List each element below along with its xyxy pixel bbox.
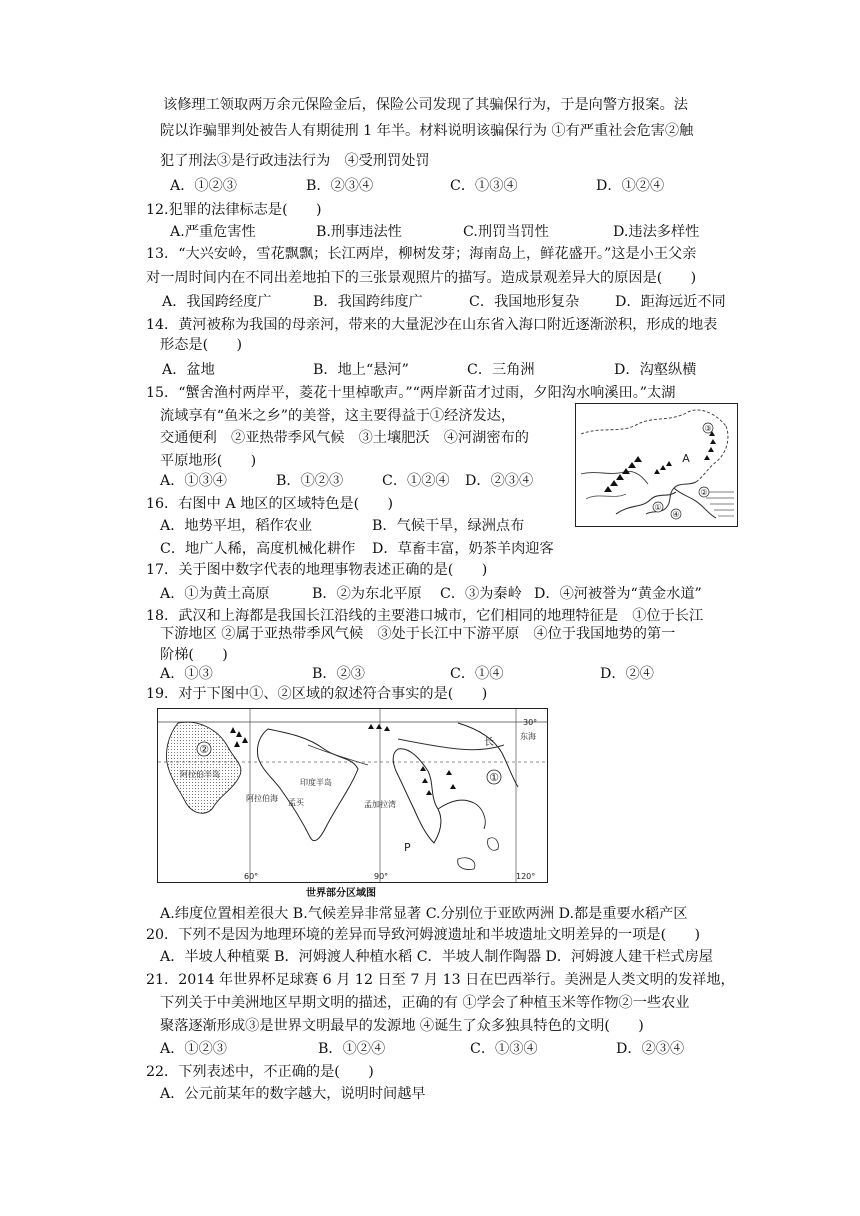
q14-line-2: 形态是( ) [160,337,243,353]
map2-meng: 孟买 [288,798,304,807]
q18-option-b[interactable]: B．②③ [312,666,365,682]
q18-line-2: 下游地区 ②属于亚热带季风气候 ③处于长江中下游平原 ④位于我国地势的第一 [160,626,676,642]
q11-line-3: 犯了刑法③是行政违法行为 ④受刑罚处罚 [160,153,430,169]
q21-option-d[interactable]: D．②③④ [616,1041,685,1057]
q12-option-b[interactable]: B.刑事违法性 [316,224,402,240]
q13-option-a[interactable]: A．我国跨经度广 [162,294,272,310]
q17-option-c[interactable]: C．③为秦岭 [440,586,522,602]
q21-line-1: 21．2014 年世界杯足球赛 6 月 12 日至 7 月 13 日在巴西举行。美洲是人类文明的发祥地， [146,972,735,988]
map1-label-4: ④ [672,510,680,519]
map2-donghai: 东海 [520,732,536,741]
q16-option-b[interactable]: B．气候干旱，绿洲点布 [372,518,525,534]
map2-lat30: 30° [523,718,538,727]
map1-label-a: A [682,452,690,465]
china-region-map-svg [576,404,737,526]
q15-line-2: 流域享有“鱼米之乡”的美誉，这主要得益于①经济发达， [160,408,516,424]
q11-line-2: 院以诈骗罪判处被告人有期徒刑 1 年半。材料说明该骗保行为 ①有严重社会危害②触 [160,123,694,139]
q11-line-1: 该修理工领取两万余元保险金后，保险公司发现了其骗保行为，于是向警方报案。法 [163,97,688,113]
q18-option-a[interactable]: A．①③ [160,666,213,682]
world-region-map [157,708,548,883]
q21-option-b[interactable]: B．①②④ [318,1041,386,1057]
map1-label-1: ① [654,503,662,512]
map2-label-1: ① [489,771,499,784]
q17-stem: 17．关于图中数字代表的地理事物表述正确的是( ) [146,562,488,578]
world-region-map-svg [158,709,547,882]
q15-option-c[interactable]: C．①②④ [382,473,450,489]
map2-arabian-sea: 阿拉伯海 [246,794,278,803]
q21-option-a[interactable]: A．①②③ [160,1041,227,1057]
map2-p: P [404,841,411,854]
q12-option-d[interactable]: D.违法多样性 [613,224,700,240]
q21-line-3: 聚落逐渐形成③是世界文明最早的发源地 ④诞生了众多独具特色的文明( ) [160,1018,644,1034]
q13-option-c[interactable]: C．我国地形复杂 [469,294,580,310]
q19-stem: 19．对于下图中①、②区域的叙述符合事实的是( ) [146,686,488,702]
q20-options[interactable]: A．半坡人种植粟 B．河姆渡人种植水稻 C．半坡人制作陶器 D．河姆渡人建干栏式房屋 [160,949,713,965]
map2-lon60: 60° [244,872,259,881]
map2-label-2: ② [199,743,209,756]
q15-line-3: 交通便利 ②亚热带季风气候 ③土壤肥沃 ④河湖密布的 [160,430,529,446]
q14-option-c[interactable]: C．三角洲 [467,362,535,378]
q18-option-c[interactable]: C．①④ [450,666,504,682]
q22-stem: 22．下列表述中，不正确的是( ) [146,1064,374,1080]
q13-option-b[interactable]: B．我国跨纬度广 [313,294,423,310]
map2-india: 印度半岛 [300,778,332,787]
q17-option-a[interactable]: A．①为黄土高原 [160,586,270,602]
q15-option-b[interactable]: B．①②③ [276,473,344,489]
map2-caption: 世界部分区域图 [306,888,376,899]
q15-option-a[interactable]: A．①③④ [160,473,227,489]
q15-option-d[interactable]: D．②③④ [465,473,534,489]
q16-option-a[interactable]: A．地势平坦，稻作农业 [160,518,313,534]
map2-lon120: 120° [516,872,536,881]
q12-option-c[interactable]: C.刑罚当罚性 [463,224,549,240]
q14-option-d[interactable]: D．沟壑纵横 [614,362,697,378]
q21-option-c[interactable]: C．①③④ [470,1041,538,1057]
map2-bengal: 孟加拉湾 [364,800,396,809]
q21-line-2: 下列关于中美洲地区早期文明的描述，正确的有 ①学会了种植玉米等作物②一些农业 [160,995,690,1011]
q18-option-d[interactable]: D．②④ [600,666,654,682]
q18-line-3: 阶梯( ) [160,647,228,663]
china-region-map [575,403,738,527]
q18-line-1: 18．武汉和上海都是我国长江沿线的主要港口城市，它们相同的地理特征是 ①位于长江 [146,608,704,624]
q14-line-1: 14．黄河被称为我国的母亲河，带来的大量泥沙在山东省入海口附近逐渐淤积，形成的地表 [146,317,718,333]
q15-line-4: 平原地形( ) [160,453,257,469]
q12-option-a[interactable]: A.严重危害性 [170,224,256,240]
q14-option-b[interactable]: B．地上“悬河” [313,362,409,378]
q11-option-c[interactable]: C．①③④ [450,178,518,194]
q19-options[interactable]: A.纬度位置相差很大 B.气候差异非常显著 C.分别位于亚欧两洲 D.都是重要水稻产区 [160,906,688,922]
q15-line-1: 15．“蟹舍渔村两岸平，菱花十里棹歌声。”“两岸新苗才过雨，夕阳沟水响溪田。”太湖 [146,385,676,401]
q13-option-d[interactable]: D．距海远近不同 [615,294,726,310]
q11-option-d[interactable]: D．①②④ [596,178,665,194]
q17-option-b[interactable]: B．②为东北平原 [312,586,422,602]
q13-line-2: 对一周时间内在不同出差地拍下的三张景观照片的描写。造成景观差异大的原因是( ) [146,270,697,286]
q12-stem: 12.犯罪的法律标志是( ) [146,202,322,218]
map1-label-3: ③ [704,424,712,433]
map2-arabia: 阿拉伯半岛 [180,770,220,779]
map2-changjiang: 长 [484,737,494,748]
q13-line-1: 13．“大兴安岭，雪花飘飘；长江两岸，柳树发芽；海南岛上，鲜花盛开。”这是小王父亲 [146,246,697,262]
q17-option-d[interactable]: D．④河被誉为“黄金水道” [534,586,702,602]
q11-option-b[interactable]: B．②③④ [306,178,374,194]
q11-option-a[interactable]: A．①②③ [170,178,237,194]
q16-option-c[interactable]: C．地广人稀，高度机械化耕作 [160,541,356,557]
q22-option-a[interactable]: A．公元前某年的数字越大，说明时间越早 [160,1086,426,1102]
q16-option-d[interactable]: D．草畜丰富，奶茶羊肉迎客 [372,541,554,557]
map2-lon90: 90° [374,872,389,881]
map1-label-2: ② [700,488,708,497]
q16-stem: 16．右图中 A 地区的区域特色是( ) [146,496,394,512]
q20-stem: 20．下列不是因为地理环境的差异而导致河姆渡遗址和半坡遗址文明差异的一项是( ) [146,927,701,943]
q14-option-a[interactable]: A．盆地 [162,362,215,378]
